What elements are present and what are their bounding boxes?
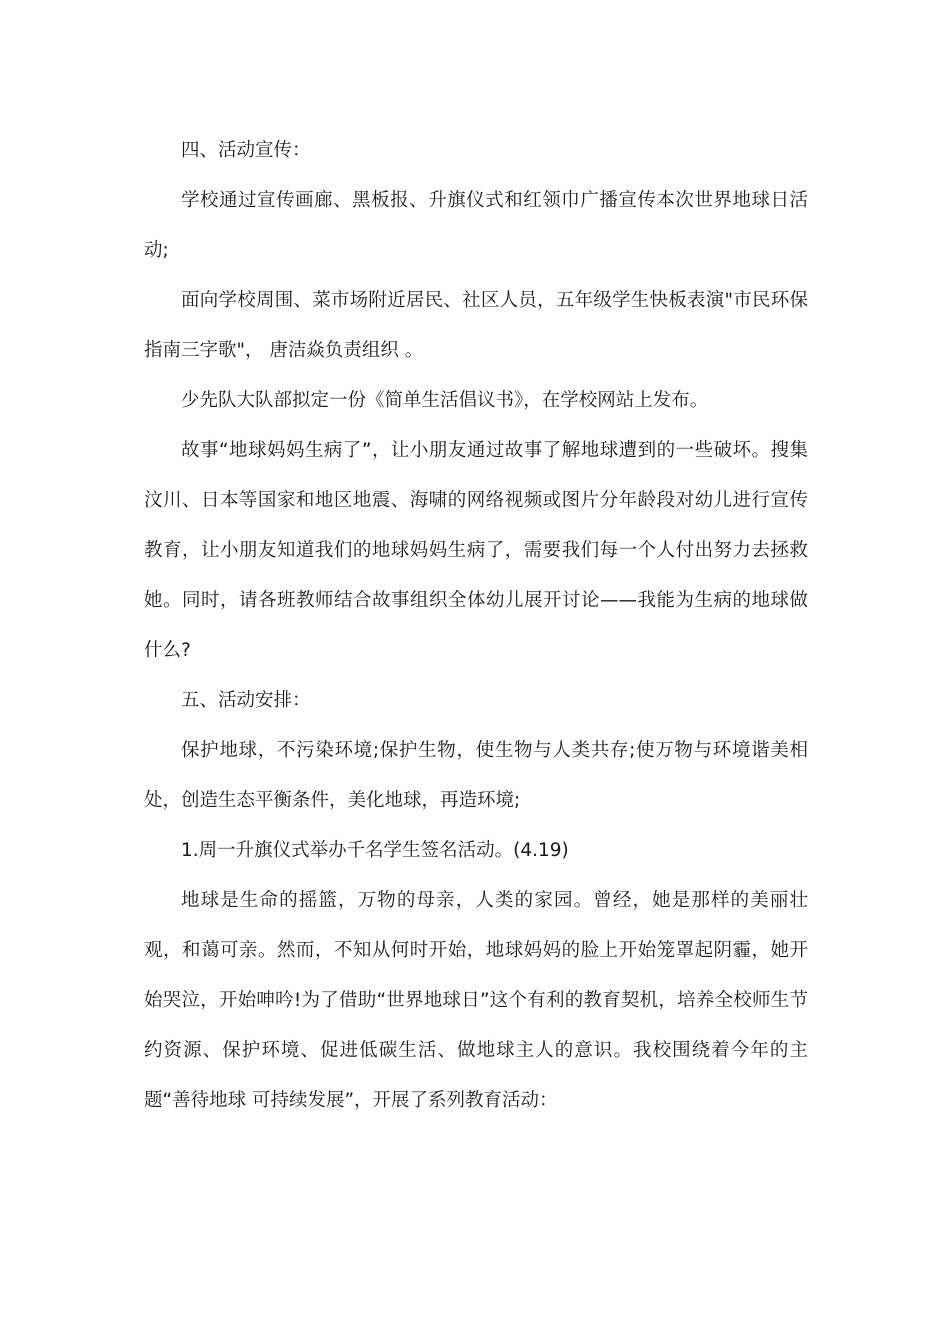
paragraph-school-publicity: 学校通过宣传画廊、黑板报、升旗仪式和红领巾广播宣传本次世界地球日活动;	[144, 190, 808, 261]
document-body	[144, 126, 808, 1126]
section-heading-arrangement: 五、活动安排：	[181, 690, 311, 711]
section-heading-publicity: 四、活动宣传：	[181, 140, 311, 161]
paragraph-story: 故事“地球妈妈生病了”，让小朋友通过故事了解地球遭到的一些破坏。搜集汶川、日本等国家和地区地震、海啸的网络视频或图片分年龄段对幼儿进行宣传教育，让小朋友知道我们的地球妈妈生病了，需要我们每一个人付出努力去拯救她。同时，请各班教师结合故事组织全体幼儿展开讨论——我能为生病的地球做什么?	[144, 440, 808, 661]
paragraph-initiative: 少先队大队部拟定一份《简单生活倡议书》，在学校网站上发布。	[181, 390, 709, 411]
paragraph-community-performance: 面向学校周围、菜市场附近居民、社区人员，五年级学生快板表演"市民环保指南三字歌"， 唐洁焱负责组织 。	[144, 290, 808, 361]
paragraph-earth-cradle: 地球是生命的摇篮，万物的母亲，人类的家园。曾经，她是那样的美丽壮观，和蔼可亲。然而，不知从何时开始，地球妈妈的脸上开始笼罩起阴霾，她开始哭泣，开始呻吟!为了借助“世界地球日”这个有利的教育契机，培养全校师生节约资源、保护环境、促进低碳生活、做地球主人的意识。我校围绕着今年的主题“善待地球 可持续发展”，开展了系列教育活动：	[144, 890, 808, 1111]
paragraph-protect-earth: 保护地球，不污染环境;保护生物，使生物与人类共存;使万物与环境谐美相处，创造生态平衡条件，美化地球，再造环境;	[144, 740, 808, 811]
list-item-signature-activity: 1.周一升旗仪式举办千名学生签名活动。(4.19)	[181, 840, 569, 861]
